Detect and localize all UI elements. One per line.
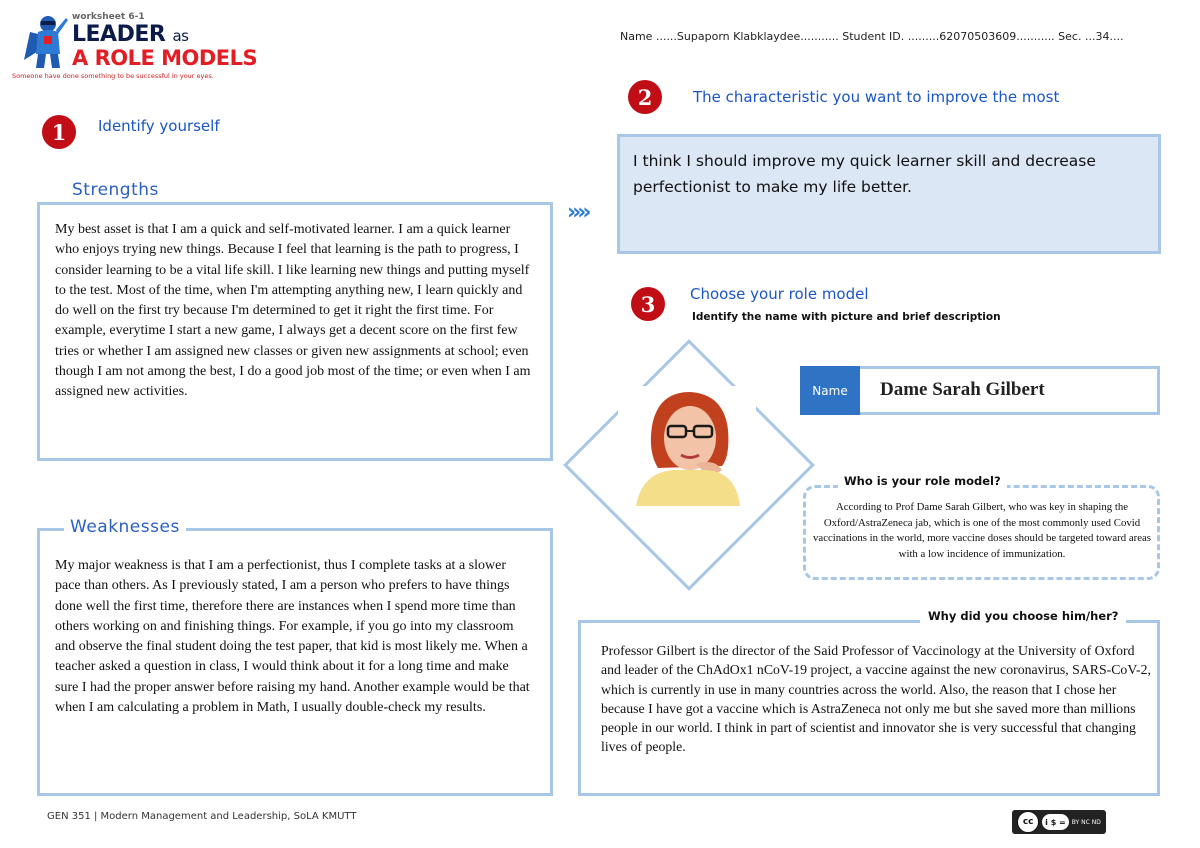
license-glyphs: i $ =: [1042, 814, 1069, 830]
weaknesses-legend: Weaknesses: [64, 517, 186, 537]
strengths-legend: Strengths: [66, 180, 165, 200]
section-1-badge: 1: [42, 115, 76, 149]
who-title: Who is your role model?: [838, 474, 1007, 488]
footer-text: GEN 351 | Modern Management and Leadership, SoLA KMUTT: [47, 811, 357, 822]
section-3-badge: 3: [631, 287, 665, 321]
student-info-line: Name ......Supaporn Klabklaydee........... Student ID. .........62070503609........... Sec. ...34....: [620, 30, 1124, 43]
section-3-title: Choose your role model: [690, 285, 869, 303]
logo-tagline: Someone have done something to be successful in your eyes.: [12, 72, 214, 80]
cc-by-nc-nd-icon: [1012, 810, 1106, 834]
why-title: Why did you choose him/her?: [920, 609, 1126, 623]
logo-title-line1: LEADER as: [72, 22, 189, 47]
logo-title-line2: A ROLE MODELS: [72, 46, 258, 70]
improve-text: I think I should improve my quick learner skill and decrease perfectionist to make my life better.: [633, 152, 1096, 196]
superhero-logo-icon: [22, 12, 70, 70]
worksheet-label: worksheet 6-1: [72, 12, 145, 22]
name-label: Name: [800, 366, 860, 415]
section-2-title: The characteristic you want to improve the most: [693, 88, 1060, 106]
role-model-name: Dame Sarah Gilbert: [880, 379, 1045, 400]
weaknesses-text: My major weakness is that I am a perfectionist, thus I complete tasks at a slower pace than others. As I previously stated, I am a person who prefers to have things done well the first time, therefore there are instances when I spend more time than others working on and finishing things. For example, if you go into my classroom and observe the final student doing the test paper, that kid is most likely me. When a teacher asked a question in class, I would think about it for a long time and make sure I had the proper answer before raising my hand. Another example would be that when I am calculating a problem in Math, I usually double-check my results.: [55, 558, 530, 716]
why-text: Professor Gilbert is the director of the Said Professor of Vaccinology at the University of Oxford and leader of the ChAdOx1 nCoV-19 project, a vaccine against the new coronavirus, SARS-CoV-2, which is currently in use in many countries across the world. Also, the reason that I chose her because I have got a vaccine which is AstraZeneca not only me but she saved more than millions people in our world. I think in part of scientist and innovator she is very successful that changing lives of people.: [601, 643, 1151, 755]
section-3-subtitle: Identify the name with picture and brief description: [692, 311, 1001, 323]
role-model-portrait: [618, 386, 756, 506]
section-2-badge: 2: [628, 80, 662, 114]
license-small-text: BY NC ND: [1071, 818, 1101, 826]
who-text: According to Prof Dame Sarah Gilbert, who was key in shaping the Oxford/AstraZeneca jab, which is one of the most commonly used Covid vaccinations in the world, more vaccine doses should be targeted toward areas with a low incidence of immunization.: [813, 501, 1151, 560]
section-1-title: Identify yourself: [98, 117, 220, 135]
strengths-text: My best asset is that I am a quick and self-motivated learner. I am a quick learner who enjoys trying new things. Because I feel that learning is the path to progress, I consider learning to be a vital life skill. I like learning new things and putting myself to the test. Most of the time, when I'm attempting anything new, I learn quickly and do well on the first try because I'm determined to get it right the first time. For example, everytime I start a new game, I always get a decent score on the first few tries or whether I am assigned new classes or given new assignments at school; even though I am not among the best, I do a good job most of the time; or even when I am assigned new activities.: [55, 222, 531, 400]
cc-icon: cc: [1017, 811, 1039, 833]
chevron-right-icon: »»: [567, 200, 588, 225]
